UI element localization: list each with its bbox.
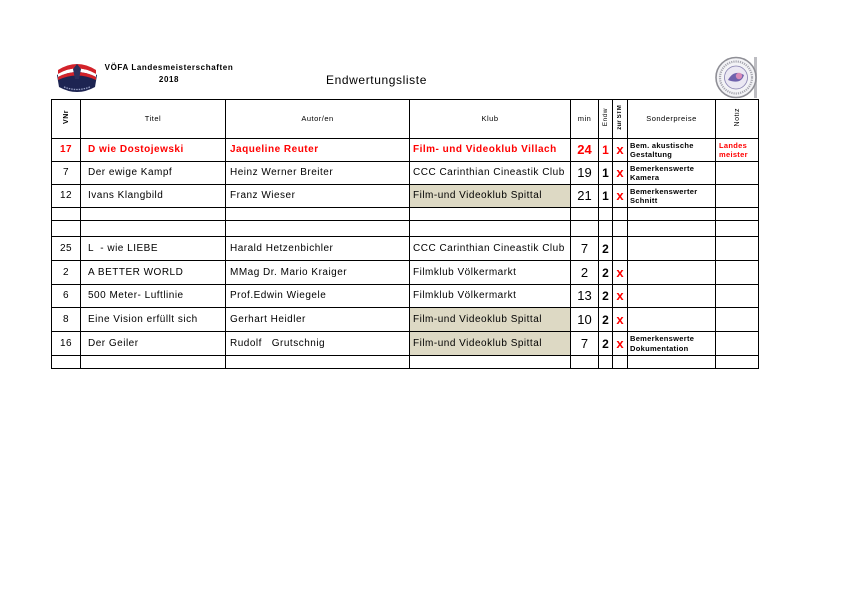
min-cell: 2: [571, 261, 599, 285]
notiz-cell: [716, 261, 759, 285]
empty-cell: [52, 221, 81, 237]
table-row: [52, 308, 759, 332]
titel-cell: Der ewige Kampf: [81, 162, 226, 185]
voefa-emblem-icon: [55, 59, 99, 96]
vnr-cell: 16: [52, 332, 81, 356]
sonderpreis-cell: Bemerkenswerter Schnitt: [628, 185, 716, 208]
header-stm-label: zur STM: [616, 104, 623, 130]
min-cell: 10: [571, 308, 599, 332]
vnr-cell: 6: [52, 285, 81, 308]
empty-cell: [716, 221, 759, 237]
table-row: [52, 139, 759, 162]
event-name: VÖFA Landesmeisterschaften: [104, 63, 234, 72]
empty-cell: [628, 221, 716, 237]
header-row: [52, 100, 759, 139]
sonderpreis-cell: [628, 285, 716, 308]
empty-cell: [226, 221, 410, 237]
empty-cell: [628, 208, 716, 221]
titel-cell: L - wie LIEBE: [81, 237, 226, 261]
klub-cell: Film-und Videoklub Spittal: [410, 185, 571, 208]
empty-cell: [52, 208, 81, 221]
titel-cell: D wie Dostojewski: [81, 139, 226, 162]
autor-cell: Prof.Edwin Wiegele: [226, 285, 410, 308]
event-year: 2018: [158, 75, 180, 84]
header-endw-label: Endw: [602, 107, 609, 127]
endw-cell: 2: [599, 237, 613, 261]
klub-cell: CCC Carinthian Cineastik Club: [410, 237, 571, 261]
empty-cell: [716, 208, 759, 221]
endw-cell: 1: [599, 162, 613, 185]
header-notiz: [716, 100, 759, 139]
header-sonderpreise: Sonderpreise: [628, 100, 716, 139]
empty-cell: [613, 356, 628, 369]
empty-cell: [81, 356, 226, 369]
min-cell: 21: [571, 185, 599, 208]
table-row: [52, 162, 759, 185]
stm-mark: x: [613, 308, 628, 332]
autor-cell: Heinz Werner Breiter: [226, 162, 410, 185]
vnr-cell: 25: [52, 237, 81, 261]
empty-row: [52, 221, 759, 237]
empty-cell: [571, 356, 599, 369]
club-seal-icon: [714, 55, 760, 100]
stm-mark: [613, 237, 628, 261]
sonderpreis-cell: Bemerkenswerte Kamera: [628, 162, 716, 185]
notiz-cell: [716, 185, 759, 208]
autor-cell: Harald Hetzenbichler: [226, 237, 410, 261]
empty-cell: [226, 208, 410, 221]
vnr-cell: 2: [52, 261, 81, 285]
stm-mark: x: [613, 185, 628, 208]
empty-cell: [613, 208, 628, 221]
autor-cell: MMag Dr. Mario Kraiger: [226, 261, 410, 285]
empty-cell: [81, 221, 226, 237]
autor-cell: Franz Wieser: [226, 185, 410, 208]
empty-row: [52, 356, 759, 369]
table-row: [52, 261, 759, 285]
table-row: [52, 285, 759, 308]
header-klub: Klub: [410, 100, 571, 139]
empty-cell: [613, 221, 628, 237]
titel-cell: Ivans Klangbild: [81, 185, 226, 208]
sonderpreis-cell: [628, 308, 716, 332]
stm-mark: x: [613, 261, 628, 285]
stm-mark: x: [613, 332, 628, 356]
header-stm: [613, 100, 628, 139]
autor-cell: Rudolf Grutschnig: [226, 332, 410, 356]
notiz-cell: [716, 285, 759, 308]
empty-cell: [716, 356, 759, 369]
endw-cell: 2: [599, 261, 613, 285]
header-notiz-label: Notiz: [733, 107, 741, 127]
stm-mark: x: [613, 139, 628, 162]
klub-cell: Filmklub Völkermarkt: [410, 261, 571, 285]
header-min: min: [571, 100, 599, 139]
notiz-cell: [716, 237, 759, 261]
empty-cell: [599, 221, 613, 237]
header-vnr-label: VNr: [62, 110, 70, 124]
table-row: [52, 185, 759, 208]
stm-mark: x: [613, 162, 628, 185]
endw-cell: 2: [599, 332, 613, 356]
event-heading: [96, 62, 242, 86]
autor-cell: Gerhart Heidler: [226, 308, 410, 332]
table-row: [52, 237, 759, 261]
sonderpreis-cell: [628, 261, 716, 285]
endw-cell: 1: [599, 139, 613, 162]
notiz-cell: [716, 162, 759, 185]
empty-cell: [599, 356, 613, 369]
empty-cell: [571, 221, 599, 237]
endw-cell: 1: [599, 185, 613, 208]
sonderpreis-cell: Bemerkenswerte Dokumentation: [628, 332, 716, 356]
header-endw: [599, 100, 613, 139]
notiz-cell: Landes meister: [716, 139, 759, 162]
klub-cell: Film- und Videoklub Villach: [410, 139, 571, 162]
titel-cell: 500 Meter- Luftlinie: [81, 285, 226, 308]
min-cell: 19: [571, 162, 599, 185]
sonderpreis-cell: [628, 237, 716, 261]
min-cell: 7: [571, 237, 599, 261]
header-autoren: Autor/en: [226, 100, 410, 139]
klub-cell: Filmklub Völkermarkt: [410, 285, 571, 308]
empty-cell: [628, 356, 716, 369]
empty-cell: [599, 208, 613, 221]
stm-mark: x: [613, 285, 628, 308]
notiz-cell: [716, 308, 759, 332]
min-cell: 13: [571, 285, 599, 308]
header-vnr: [52, 100, 81, 139]
vnr-cell: 7: [52, 162, 81, 185]
empty-cell: [226, 356, 410, 369]
empty-cell: [81, 208, 226, 221]
autor-cell: Jaqueline Reuter: [226, 139, 410, 162]
klub-cell: CCC Carinthian Cineastik Club: [410, 162, 571, 185]
table-row: [52, 332, 759, 356]
empty-cell: [410, 208, 571, 221]
results-table: [51, 99, 759, 369]
endw-cell: 2: [599, 285, 613, 308]
titel-cell: A BETTER WORLD: [81, 261, 226, 285]
vnr-cell: 8: [52, 308, 81, 332]
notiz-cell: [716, 332, 759, 356]
klub-cell: Film-und Videoklub Spittal: [410, 308, 571, 332]
sonderpreis-cell: Bem. akustische Gestaltung: [628, 139, 716, 162]
min-cell: 24: [571, 139, 599, 162]
empty-cell: [571, 208, 599, 221]
empty-cell: [52, 356, 81, 369]
titel-cell: Der Geiler: [81, 332, 226, 356]
titel-cell: Eine Vision erfüllt sich: [81, 308, 226, 332]
vnr-cell: 17: [52, 139, 81, 162]
empty-cell: [410, 221, 571, 237]
min-cell: 7: [571, 332, 599, 356]
empty-cell: [410, 356, 571, 369]
endw-cell: 2: [599, 308, 613, 332]
vnr-cell: 12: [52, 185, 81, 208]
empty-row: [52, 208, 759, 221]
page-title: Endwertungsliste: [326, 73, 427, 87]
header-titel: Titel: [81, 100, 226, 139]
klub-cell: Film-und Videoklub Spittal: [410, 332, 571, 356]
